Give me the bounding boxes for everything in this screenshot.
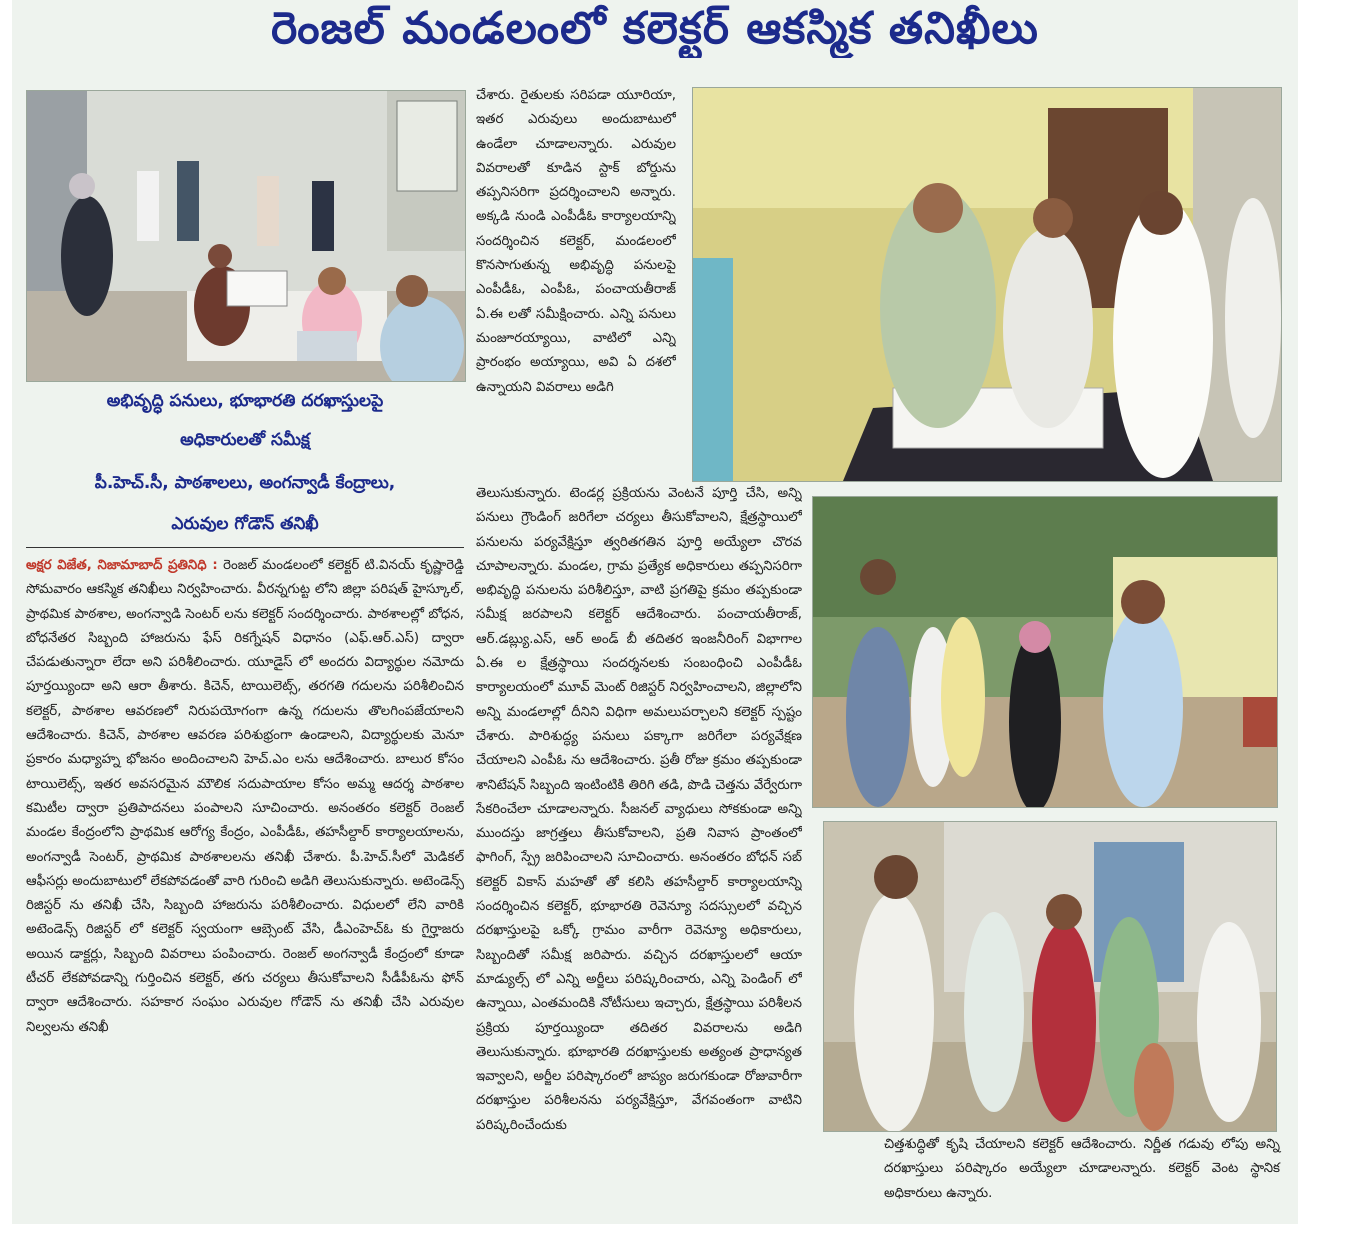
photo-outdoor-phone (823, 821, 1277, 1132)
subhead-1: అభివృద్ధి పనులు, భూభారతి దరఖాస్తులపై (106, 391, 384, 411)
left-column (26, 554, 464, 1209)
left-column-text: రెంజల్ మండలంలో కలెక్టర్ టి.వినయ్ కృష్ణారెడ్డి సోమవారం ఆకస్మిక తనిఖీలు నిర్వహించారు. వీరన్నగుట్ట లోని జిల్లా పరిషత్ హైస్కూల్, ప్రాథమిక పాఠశాల, అంగన్వాడి సెంటర్ లను కలెక్టర్ సందర్శించారు. పాఠశాలల్లో బోధన, బోధనేతర సిబ్బంది హాజరును ఫేస్ రికగ్నేషన్ విధానం (ఎఫ్.ఆర్.ఎస్) ద్వారా చేపడుతున్నారా లేదా అని పరిశీలించారు. యూడైస్ లో అందరు విద్యార్థుల నమోదు పూర్తయ్యిందా అని ఆరా తీశారు. కిచెన్, టాయిలెట్స్, తరగతి గదులను పరిశీలించిన కలెక్టర్, పాఠశాల ఆవరణలో నిరుపయోగంగా ఉన్న గదులను తొలగింపజేయాలని ఆదేశించారు. కిచెన్, పాఠశాల ఆవరణ పరిశుభ్రంగా ఉండాలని, విద్యార్థులకు మెనూ ప్రకారం మధ్యాహ్న భోజనం అందించాలని హెచ్.ఎం లను ఆదేశించారు. బాలుర కోసం టాయిలెట్స్, ఇతర అవసరమైన మౌలిక సదుపాయాల కోసం అమ్మ ఆదర్శ పాఠశాల కమిటీల ద్వారా ప్రతిపాదనలు పంపాలని సూచించారు. అనంతరం కలెక్టర్ రెంజల్ మండల కేంద్రంలోని ప్రాథమిక ఆరోగ్య కేంద్రం, ఎంపీడీఓ, తహసీల్దార్ కార్యాలయాలను, అంగన్వాడీ సెంటర్, ప్రాథమిక పాఠశాలలను తనిఖీ చేశారు. పీ.హెచ్.సీలో మెడికల్ ఆఫీసర్లు అందుబాటులో లేకపోవడంతో వారి గురించి అడిగి తెలుసుకున్నారు. అటెండెన్స్ రిజిస్టర్ ను తనిఖీ చేసి, సిబ్బంది హాజరును పరిశీలించారు. విధులలో లేని వారికి అటెండెన్స్ రిజిస్టర్ లో కలెక్టర్ స్వయంగా ఆబ్సెంట్ వేసి, డీఎంహెచ్ఓ కు గైర్హాజరు అయిన డాక్టర్లు, సిబ్బంది వివరాలు పంపించారు. రెంజల్ అంగన్వాడీ కేంద్రంలో కూడా టీచర్ లేకపోవడాన్ని గుర్తించిన కలెక్టర్, తగు చర్యలు తీసుకోవాలని సీడీపీఓను ఫోన్ ద్వారా ఆదేశించారు. సహకార సంఘం ఎరువుల గోడౌన్ ను తనిఖీ చేసి ఎరువుల నిల్వలను తనిఖీ (26, 558, 464, 1035)
subhead-3: పీ.హెచ్.సీ, పాఠశాలలు, అంగన్వాడీ కేంద్రాలు, (94, 473, 396, 493)
photo-meeting-room (26, 90, 466, 382)
middle-column-bottom-text: తెలుసుకున్నారు. టెండర్ల ప్రక్రియను వెంటనే పూర్తి చేసి, అన్ని పనులు గ్రౌండింగ్ జరిగేలా చర్యలు తీసుకోవాలని, క్షేత్రస్థాయిలో పనులను పర్యవేక్షిస్తూ త్వరితగతిన పూర్తి అయ్యేలా చొరవ చూపాలన్నారు. మండల, గ్రామ ప్రత్యేక అధికారులు తప్పనిసరిగా అభివృద్ధి పనులను పరిశీలిస్తూ, వాటి ప్రగతిపై క్రమం తప్పకుండా సమీక్ష జరపాలని కలెక్టర్ ఆదేశించారు. పంచాయతీరాజ్, ఆర్.డబ్ల్యు.ఎస్, ఆర్ అండ్ బీ తదితర ఇంజనీరింగ్ విభాగాల ఏ.ఈ ల క్షేత్రస్థాయి సందర్శనలకు సంబంధించి ఎంపీడీఓ కార్యాలయంలో మూవ్ మెంట్ రిజిస్టర్ నిర్వహించాలని, జిల్లాలోని అన్ని మండలాల్లో దీనిని విధిగా అమలుపర్చాలని కలెక్టర్ స్పష్టం చేశారు. పారిశుద్ధ్య పనులు పక్కాగా జరిగేలా పర్యవేక్షణ చేయాలని ఎంపీఓ ను ఆదేశించారు. ప్రతీ రోజు క్రమం తప్పకుండా శానిటేషన్ సిబ్బంది ఇంటింటికి తిరిగి తడి, పొడి చెత్తను వేర్వేరుగా సేకరించేలా చూడాలన్నారు. సీజనల్ వ్యాధులు సోకకుండా అన్ని ముందస్తు జాగ్రత్తలు తీసుకోవాలని, ప్రతి నివాస ప్రాంతంలో ఫాగింగ్, స్ప్రే జరిపించాలని సూచించారు. అనంతరం బోధన్ సబ్ కలెక్టర్ వికాస్ మహతో తో కలిసి తహసీల్దార్ కార్యాలయాన్ని సందర్శించిన కలెక్టర్, భూభారతి రెవెన్యూ సదస్సులలో వచ్చిన దరఖాస్తులపై ఒక్కో గ్రామం వారీగా రెవెన్యూ అధికారులు, సిబ్బందితో సమీక్ష జరిపారు. వచ్చిన దరఖాస్తులలో ఆయా మాడ్యుల్స్ లో ఎన్ని అర్జీలు పరిష్కరించారు, ఎన్ని పెండింగ్ లో ఉన్నాయి, ఎంతమందికి నోటీసులు ఇచ్చారు, క్షేత్రస్థాయి పరిశీలన ప్రక్రియ పూర్తయ్యిందా తదితర వివరాలను అడిగి తెలుసుకున్నారు. భూభారతి దరఖాస్తులకు అత్యంత ప్రాధాన్యత ఇవ్వాలని, అర్జీల పరిష్కారంలో జాప్యం జరుగకుండా రోజువారీగా దరఖాస్తుల పరిశీలనను పర్యవేక్షిస్తూ, వేగవంతంగా వాటిని పరిష్కరించేందుకు (476, 486, 802, 1133)
middle-column-bottom (476, 482, 802, 1210)
middle-column-top (476, 84, 676, 482)
subhead-4: ఎరువుల గోడౌన్ తనిఖీ (171, 514, 319, 534)
photo-outdoor-group (812, 496, 1278, 808)
subhead-2: అధికారులతో సమీక్ష (180, 430, 310, 450)
subhead-divider (26, 547, 464, 548)
byline: అక్షర విజేత, నిజామాబాద్ ప్రతినిధి : (26, 558, 218, 573)
photo-register-check (692, 87, 1282, 482)
headline: రెంజల్ మండలంలో కలెక్టర్ ఆకస్మిక తనిఖీలు (271, 3, 1039, 54)
right-bottom-text: చిత్తశుద్ధితో కృషి చేయాలని కలెక్టర్ ఆదేశించారు. నిర్ణీత గడువు లోపు అన్ని దరఖాస్తులు పరిష్కారం అయ్యేలా చూడాలన్నారు. కలెక్టర్ వెంట స్థానిక అధికారులు ఉన్నారు. (884, 1137, 1280, 1201)
middle-column-top-text: చేశారు. రైతులకు సరిపడా యూరియా, ఇతర ఎరువులు అందుబాటులో ఉండేలా చూడాలన్నారు. ఎరువుల వివరాలతో కూడిన స్టాక్ బోర్డును తప్పనిసరిగా ప్రదర్శించాలని అన్నారు. అక్కడి నుండి ఎంపీడీఓ కార్యాలయాన్ని సందర్శించిన కలెక్టర్, మండలంలో కొనసాగుతున్న అభివృద్ధి పనులపై ఎంపీడీఓ, ఎంపీఓ, పంచాయతీరాజ్ ఏ.ఈ లతో సమీక్షించారు. ఎన్ని పనులు మంజూరయ్యాయి, వాటిలో ఎన్ని ప్రారంభం అయ్యాయి, అవి ఏ దశలో ఉన్నాయని వివరాలు అడిగి (476, 88, 676, 395)
